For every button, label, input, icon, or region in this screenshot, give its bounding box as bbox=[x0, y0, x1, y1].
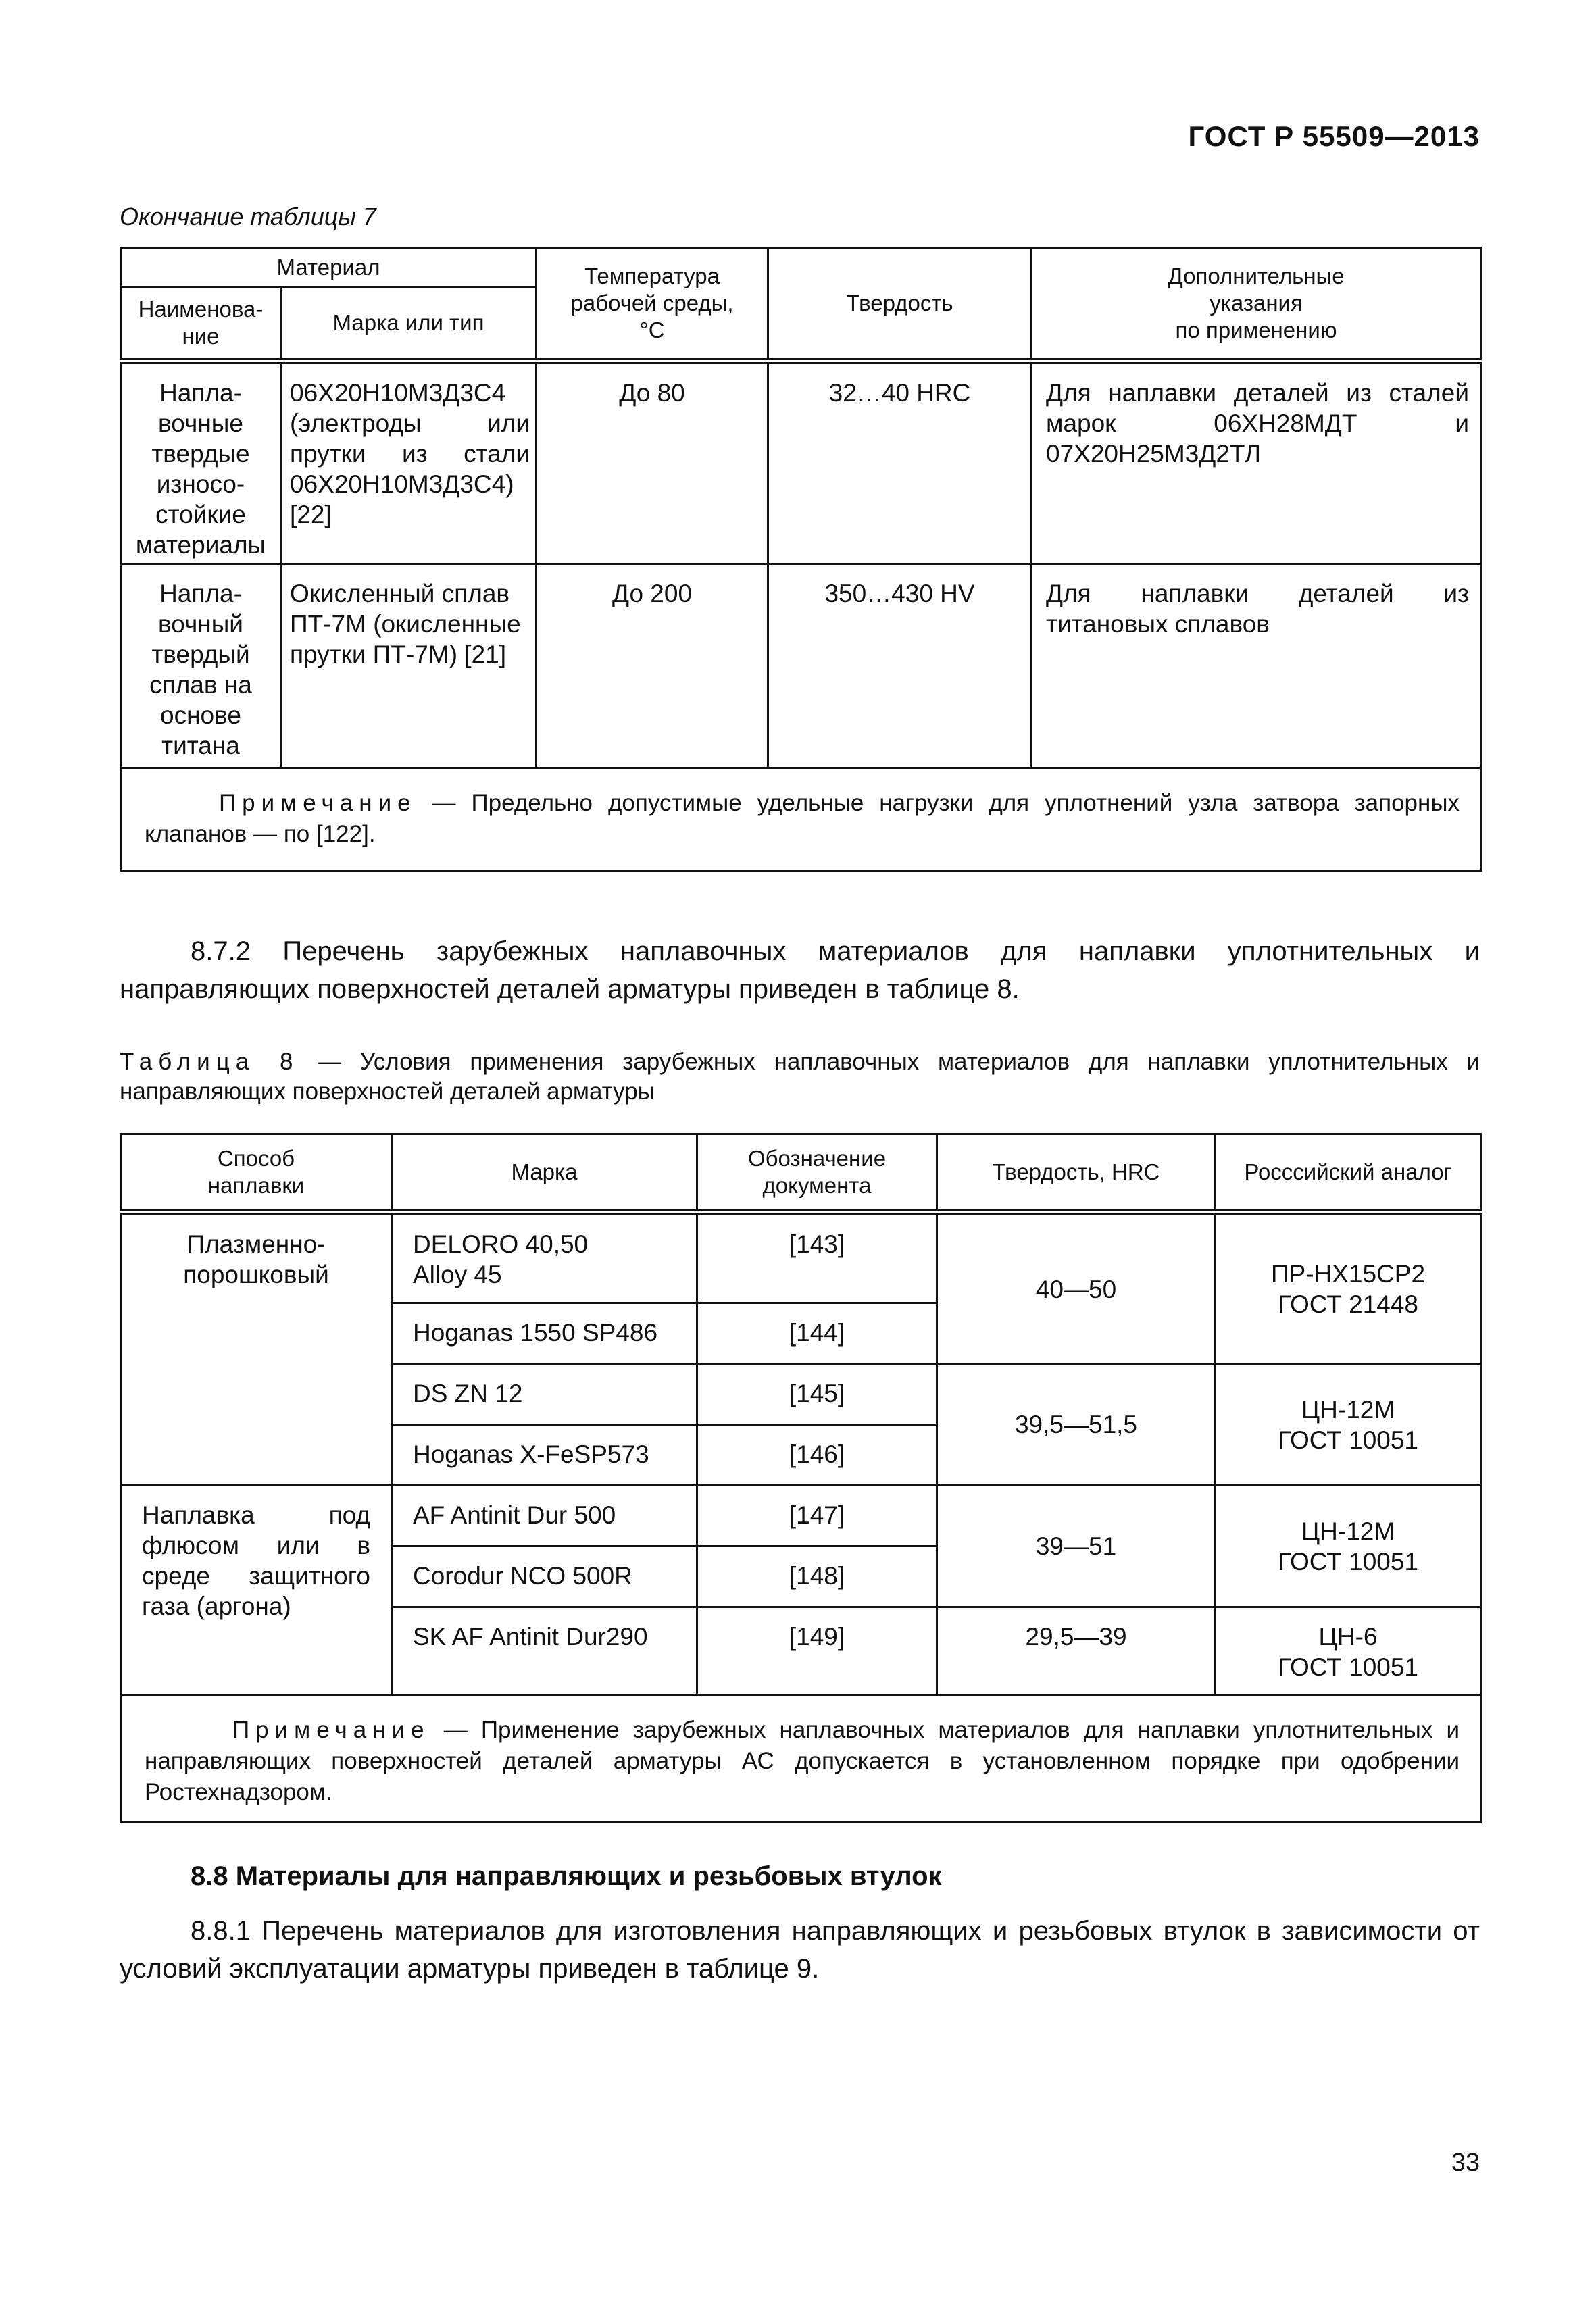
table7-caption: Окончание таблицы 7 bbox=[120, 203, 376, 230]
note-text: — Применение зарубежных наплавочных материалов для наплавки уплотнительных и направляющих поверхностей деталей арматуры АС допускается в установленном порядке при одобрении Ростехнадзором. bbox=[145, 1717, 1460, 1805]
cell-grade: Окисленный сплав ПТ-7М (окисленные прутки ПТ-7М) [21] bbox=[281, 564, 537, 768]
cell-name: Напла- вочный твердый сплав на основе титана bbox=[121, 564, 281, 768]
table8-caption-label: Таблица 8 bbox=[120, 1049, 299, 1075]
cell-additional: Для наплавки деталей из сталей марок 06ХН28МДТ и 07Х20Н25М3Д2ТЛ bbox=[1032, 361, 1481, 564]
header-temperature: Температура рабочей среды, °С bbox=[537, 248, 768, 361]
cell-name: Напла- вочные твердые износо- стойкие материалы bbox=[121, 361, 281, 564]
paragraph-8-8-1: 8.8.1 Перечень материалов для изготовления направляющих и резьбовых втулок в зависимости от условий эксплуатации арматуры приведен в таблице 9. bbox=[120, 1916, 1480, 1984]
cell-grade: SK AF Antinit Dur290 bbox=[392, 1607, 697, 1695]
header-hardness-hrc: Твердость, HRC bbox=[937, 1134, 1216, 1213]
table8-caption bbox=[120, 1047, 1480, 1107]
table-8 bbox=[120, 1133, 1482, 1823]
cell-doc: [149] bbox=[697, 1607, 937, 1695]
cell-method: Плазменно- порошковый bbox=[121, 1213, 392, 1486]
cell-hardness: 32…40 HRC bbox=[768, 361, 1032, 564]
cell-grade: Corodur NCO 500R bbox=[392, 1546, 697, 1607]
header-name: Наименова- ние bbox=[121, 287, 281, 361]
cell-doc: [147] bbox=[697, 1486, 937, 1546]
header-doc: Обозначение документа bbox=[697, 1134, 937, 1213]
cell-additional: Для наплавки деталей из титановых сплавов bbox=[1032, 564, 1481, 768]
cell-hardness: 40—50 bbox=[937, 1213, 1216, 1364]
cell-doc: [145] bbox=[697, 1364, 937, 1425]
header-additional: Дополнительные указания по применению bbox=[1032, 248, 1481, 361]
cell-grade: 06Х20Н10М3Д3С4 (электроды или прутки из стали 06Х20Н10М3Д3С4) [22] bbox=[281, 361, 537, 564]
header-method: Способ наплавки bbox=[121, 1134, 392, 1213]
cell-analog: ПР-НХ15СР2 ГОСТ 21448 bbox=[1216, 1213, 1481, 1364]
table-row bbox=[121, 564, 1481, 768]
cell-grade: Hoganas X-FeSP573 bbox=[392, 1425, 697, 1486]
cell-hardness: 39—51 bbox=[937, 1486, 1216, 1607]
note-text: — Предельно допустимые удельные нагрузки для уплотнений узла затвора запорных клапанов — по [122]. bbox=[145, 790, 1460, 847]
paragraph-8-7-2: 8.7.2 Перечень зарубежных наплавочных материалов для наплавки уплотнительных и направляющих поверхностей деталей арматуры приведен в таблице 8. bbox=[120, 936, 1480, 1004]
standard-number: ГОСТ Р 55509—2013 bbox=[1188, 120, 1480, 152]
header-grade: Марка bbox=[392, 1134, 697, 1213]
cell-doc: [146] bbox=[697, 1425, 937, 1486]
page-number: 33 bbox=[1451, 2148, 1480, 2177]
header-analog: Росссийский аналог bbox=[1216, 1134, 1481, 1213]
table-7 bbox=[120, 247, 1482, 872]
cell-analog: ЦН-6 ГОСТ 10051 bbox=[1216, 1607, 1481, 1695]
cell-doc: [144] bbox=[697, 1303, 937, 1364]
table-row bbox=[121, 1486, 1481, 1546]
header-grade: Марка или тип bbox=[281, 287, 537, 361]
cell-temperature: До 80 bbox=[537, 361, 768, 564]
header-material: Материал bbox=[121, 248, 537, 287]
cell-analog: ЦН-12М ГОСТ 10051 bbox=[1216, 1486, 1481, 1607]
cell-doc: [143] bbox=[697, 1213, 937, 1303]
section-heading-8-8: 8.8 Материалы для направляющих и резьбовых втулок bbox=[191, 1861, 942, 1891]
cell-hardness: 39,5—51,5 bbox=[937, 1364, 1216, 1486]
cell-grade: DS ZN 12 bbox=[392, 1364, 697, 1425]
cell-hardness: 350…430 HV bbox=[768, 564, 1032, 768]
table8-caption-text: — Условия применения зарубежных наплавочных материалов для наплавки уплотнительных и направляющих поверхностей деталей арматуры bbox=[120, 1049, 1480, 1105]
note-label: Примечание bbox=[232, 1717, 430, 1743]
table-row bbox=[121, 361, 1481, 564]
cell-doc: [148] bbox=[697, 1546, 937, 1607]
table8-note bbox=[121, 1695, 1481, 1823]
header-hardness: Твердость bbox=[768, 248, 1032, 361]
cell-temperature: До 200 bbox=[537, 564, 768, 768]
cell-hardness: 29,5—39 bbox=[937, 1607, 1216, 1695]
table-row bbox=[121, 1213, 1481, 1303]
cell-grade: Hoganas 1550 SP486 bbox=[392, 1303, 697, 1364]
cell-grade: AF Antinit Dur 500 bbox=[392, 1486, 697, 1546]
cell-grade: DELORO 40,50 Alloy 45 bbox=[392, 1213, 697, 1303]
table7-note bbox=[121, 768, 1481, 871]
note-label: Примечание bbox=[219, 790, 417, 816]
cell-analog: ЦН-12М ГОСТ 10051 bbox=[1216, 1364, 1481, 1486]
cell-method: Наплавка под флюсом или в среде защитного газа (аргона) bbox=[121, 1486, 392, 1695]
